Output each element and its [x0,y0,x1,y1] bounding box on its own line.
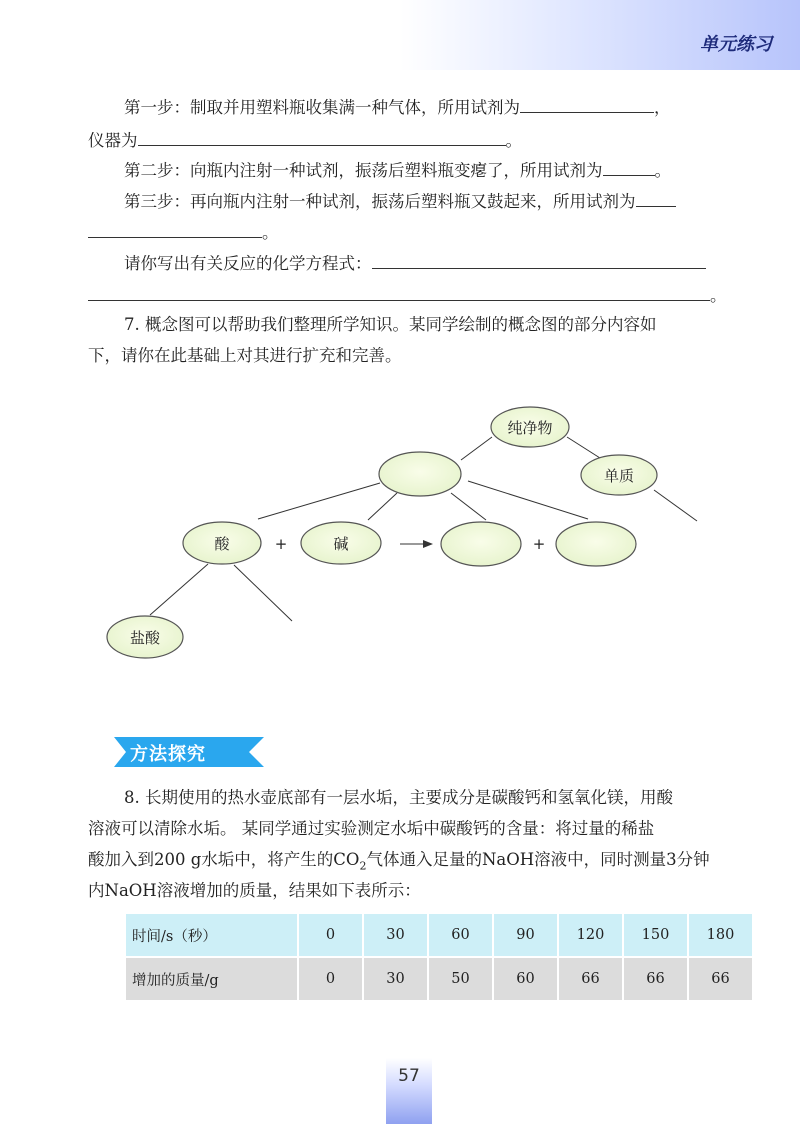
table-cell: 0 [299,958,362,1000]
link-compound-to-blank1 [451,493,486,520]
answer-blank[interactable] [636,191,676,207]
row-header-mass: 增加的质量/g [126,958,297,1000]
node-element-label: 单质 [603,467,635,485]
data-table [124,912,754,1002]
table-cell: 180 [689,914,752,956]
table-cell: 60 [429,914,492,956]
q8-line3-part2: 气体通入足量的NaOH溶液中，同时测量3分钟 [366,850,710,869]
q6-equation-text: 请你写出有关反应的化学方程式： [124,254,372,273]
answer-blank[interactable] [520,97,654,113]
row-header-time: 时间/s（秒） [126,914,297,956]
q8-line3-part1: 酸加入到200 g水垢中，将产生的CO [88,850,360,869]
answer-blank[interactable] [372,253,706,269]
unit-title: 单元练习 [700,34,772,55]
co2-subscript: 2 [359,859,367,873]
q6-step3 [124,191,676,213]
answer-blank[interactable] [138,130,506,146]
punctuation: 。 [654,161,671,180]
q6-equation-b [88,285,727,307]
q8-line3 [88,849,710,877]
table-cell: 90 [494,914,557,956]
q6-step2-text: 第二步：向瓶内注射一种试剂，振荡后塑料瓶变瘪了，所用试剂为 [124,161,603,180]
q7-line1: 7. 概念图可以帮助我们整理所学知识。某同学绘制的概念图的部分内容如 [124,315,657,334]
table-row-time [126,914,752,956]
link-pure-to-compound [461,437,492,460]
table-cell: 30 [364,958,427,1000]
node-base-label: 碱 [333,535,349,553]
link-compound-to-acid [258,483,380,519]
table-cell: 60 [494,958,557,1000]
q7-line2: 下，请你在此基础上对其进行扩充和完善。 [88,346,402,365]
q8-line1: 8. 长期使用的热水壶底部有一层水垢，主要成分是碳酸钙和氢氧化镁，用酸 [124,788,673,807]
table-cell: 0 [299,914,362,956]
section-title: 方法探究 [130,744,206,765]
reaction-arrow-head [423,540,433,548]
answer-blank[interactable] [88,222,262,238]
link-element-branch [654,490,697,521]
link-acid-to-hcl [150,564,208,615]
table-cell: 150 [624,914,687,956]
link-pure-to-element [567,437,600,458]
q6-step1b [88,130,522,152]
q6-step1b-text: 仪器为 [88,131,138,150]
node-acid-label: 酸 [214,535,230,553]
punctuation: 。 [505,131,522,150]
q6-step3-text: 第三步：再向瓶内注射一种试剂，振荡后塑料瓶又鼓起来，所用试剂为 [124,192,636,211]
table-cell: 66 [559,958,622,1000]
link-compound-to-base [368,493,397,520]
punctuation: 。 [710,286,727,305]
page-number: 57 [398,1066,420,1086]
q6-step2 [124,160,671,182]
q6-step1-text: 第一步：制取并用塑料瓶收集满一种气体，所用试剂为 [124,98,520,117]
plus-sign-2: + [532,535,546,553]
node-compound-blank [379,452,461,496]
node-product-blank2 [556,522,636,566]
table-cell: 50 [429,958,492,1000]
node-hcl-label: 盐酸 [129,629,161,647]
table-cell: 66 [689,958,752,1000]
link-compound-to-blank2 [468,481,588,519]
link-acid-branch [234,565,292,621]
table-cell: 30 [364,914,427,956]
answer-blank[interactable] [603,160,655,176]
punctuation: ， [654,98,671,117]
answer-blank[interactable] [88,285,710,301]
node-product-blank1 [441,522,521,566]
q8-line4: 内NaOH溶液增加的质量，结果如下表所示： [88,881,421,900]
q6-step1 [124,97,671,119]
table-cell: 66 [624,958,687,1000]
table-cell: 120 [559,914,622,956]
concept-map [0,395,800,685]
q8-line2: 溶液可以清除水垢。 某同学通过实验测定水垢中碳酸钙的含量：将过量的稀盐 [88,819,655,838]
node-pure-substance-label: 纯净物 [507,419,553,437]
q6-equation [124,253,706,275]
table-row-mass [126,958,752,1000]
q6-step3b [88,222,279,244]
plus-sign-1: + [274,535,288,553]
punctuation: 。 [262,223,279,242]
